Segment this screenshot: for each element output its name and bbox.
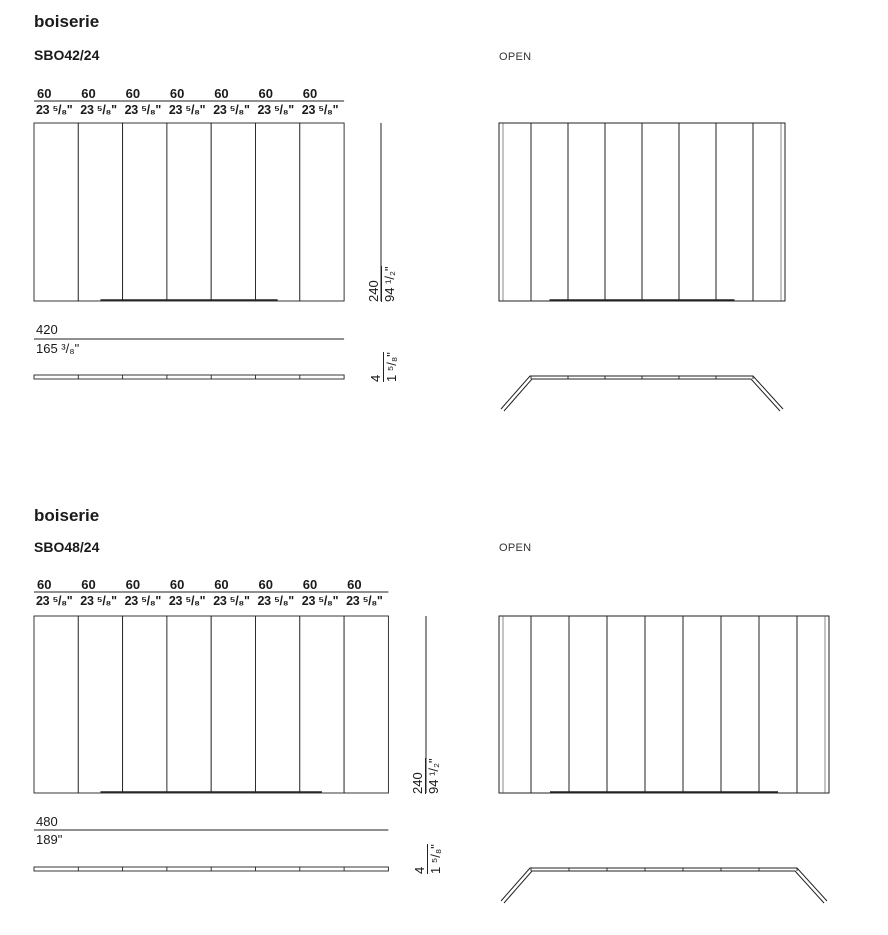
elevation-panel	[300, 123, 344, 301]
open-label: OPEN	[499, 542, 532, 554]
panel-width-cm: 60	[169, 86, 185, 101]
panel-width-cm: 60	[169, 577, 185, 592]
panel-width-in: 23 ⁵/₈"	[301, 594, 339, 608]
panel-width-cm: 60	[81, 577, 96, 592]
elevation-panel	[344, 616, 388, 793]
depth-in: 1 ⁵/₈"	[384, 352, 399, 382]
panel-width-in: 23 ⁵/₈"	[124, 103, 161, 117]
panel-width-in: 23 ⁵/₈"	[80, 594, 117, 608]
section-title: boiserie	[34, 12, 100, 31]
elevation-panel	[300, 616, 344, 793]
panel-width-cm: 60	[214, 86, 229, 101]
panel-width-cm: 60	[214, 577, 229, 592]
depth-cm: 4	[368, 352, 384, 382]
panel-width-in: 23 ⁵/₈"	[124, 594, 161, 608]
panel-width-cm: 60	[81, 86, 96, 101]
elevation-panel	[211, 616, 255, 793]
elevation-panel	[34, 616, 78, 793]
open-plan-outline	[501, 376, 783, 409]
panel-width-in: 23 ⁵/₈"	[257, 103, 294, 117]
panel-width-cm: 60	[258, 86, 273, 101]
panel-width-in: 23 ⁵/₈"	[36, 103, 73, 117]
panel-width-in: 23 ⁵/₈"	[168, 103, 206, 117]
open-label: OPEN	[499, 51, 532, 63]
panel-width-cm: 60	[125, 86, 141, 101]
total-width-cm: 420	[36, 322, 58, 337]
elevation-panel	[256, 616, 300, 793]
panel-width-in: 23 ⁵/₈"	[36, 594, 73, 608]
panel-width-in: 23 ⁵/₈"	[80, 103, 117, 117]
open-elevation-frame	[499, 616, 829, 793]
elevation-panel	[78, 616, 122, 793]
panel-width-cm: 60	[37, 86, 52, 101]
elevation-panel	[167, 616, 211, 793]
panel-width-in: 23 ⁵/₈"	[257, 594, 294, 608]
total-width-in: 165 ³/₈"	[36, 341, 80, 356]
total-width-cm: 480	[36, 814, 58, 829]
panel-width-cm: 60	[125, 577, 141, 592]
height-cm: 240	[366, 266, 382, 302]
panel-width-cm: 60	[302, 86, 318, 101]
elevation-panel	[167, 123, 211, 301]
height-in: 94 ¹/₂"	[382, 266, 397, 302]
elevation-panel	[78, 123, 122, 301]
panel-width-in: 23 ⁵/₈"	[213, 103, 250, 117]
height-cm: 240	[410, 758, 426, 794]
panel-width-in: 23 ⁵/₈"	[301, 103, 339, 117]
elevation-panel	[256, 123, 300, 301]
plan-view-strip	[34, 375, 344, 379]
height-in: 94 ¹/₂"	[426, 758, 441, 794]
open-plan-outline	[501, 868, 827, 901]
elevation-panel	[123, 616, 167, 793]
open-plan-outline-inner	[504, 379, 780, 411]
depth-cm: 4	[412, 844, 428, 874]
panel-width-in: 23 ⁵/₈"	[346, 594, 383, 608]
panel-width-in: 23 ⁵/₈"	[213, 594, 250, 608]
panel-width-in: 23 ⁵/₈"	[168, 594, 206, 608]
panel-width-cm: 60	[302, 577, 318, 592]
model-code: SBO42/24	[34, 47, 100, 63]
section-title: boiserie	[34, 506, 100, 525]
panel-width-cm: 60	[347, 577, 362, 592]
panel-width-cm: 60	[37, 577, 52, 592]
panel-width-cm: 60	[258, 577, 273, 592]
open-plan-outline-inner	[504, 871, 824, 903]
model-code: SBO48/24	[34, 539, 100, 555]
elevation-panel	[211, 123, 255, 301]
elevation-panel	[123, 123, 167, 301]
elevation-panel	[34, 123, 78, 301]
depth-in: 1 ⁵/₈"	[428, 844, 443, 874]
total-width-in: 189"	[36, 832, 63, 847]
